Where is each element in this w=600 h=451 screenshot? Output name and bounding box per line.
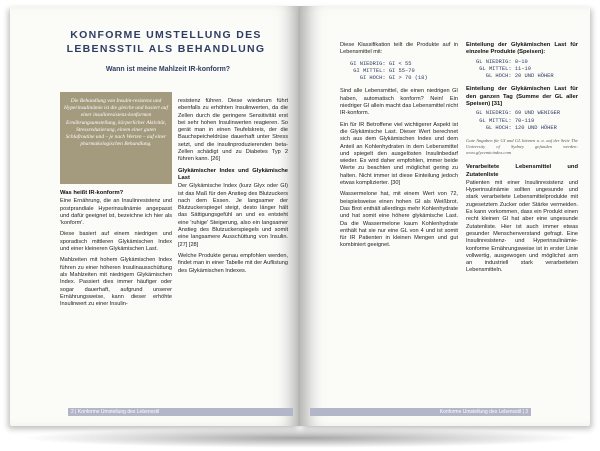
- paragraph: Wassermelone hat, mit einem Wert von 72, beispielsweise einen hohen GI als Weißbrot. Das Brot enthält allerdings mehr Kohlenhydrate und hat somit eine höhere glykämische Last. Da die Wassermelone kaum Kohlenhydrate enthält hat sie nur eine GL von 4 und ist somit für IR Patienten in kleinen Mengen und gut kombiniert geeignet.: [340, 191, 458, 249]
- paragraph: Eine Ernährung, die an Insulinresistenz und postprandiale Hyperinsulinämie angepasst und dafür geeignet ist, bezeichne ich hier als 'konform'.: [60, 198, 172, 227]
- open-book: [10, 6, 590, 442]
- paragraph: Diese basiert auf einem niedrigen und sporadisch mittleren Glykämischen Index und einer kleineren Glykämischen Last.: [60, 231, 172, 253]
- book-shadow: [20, 428, 582, 448]
- heading-processed-food: Verarbeitete Lebensmittel und Zutatenliste: [466, 164, 578, 178]
- paragraph: Patienten mit einer Insulinresistenz und Hyperinsulinämie sollten ungesunde und stark verarbeitete Lebensmittelprodukte mit zugesetztem Zucker oder Stärke vermeiden. Es kann vorkommen, dass ein Produkt einen recht kleinen GI hat aber eine ungesunde Zutatenliste. Hier ist auch immer etwas gesunder Menschenverstand gefragt. Eine Insulinresistenz- und Hyperinsulinämie-konforme Ernährungsweise ist in erster Linie vollwertig, ausgewogen und möglichst arm an industriell stark verarbeiteten Lebensmitteln.: [466, 179, 578, 274]
- heading-gl-day: [466, 86, 578, 108]
- heading-gl-products: Einteilung der Glykämischen Last für einzelne Produkte (Speisen):: [466, 42, 578, 56]
- heading-text: Einteilung der Glykämischen Last für den ganzen Tag (Summe der GL aller Speisen): [466, 86, 578, 108]
- paragraph: Sind alle Lebensmittel, die einen niedrigen GI haben, automatisch konform? Nein! Ein niedriger GI allein macht das Lebensmittel nicht IR-konform.: [340, 88, 458, 117]
- section-title: Wann ist meine Mahlzeit IR-konform?: [105, 66, 231, 73]
- source-note: Gute Angaben für GI und GL können u. a. auf der Seite The University of Sydney gefunden werden: www.glycemicindex.com: [466, 138, 578, 156]
- left-column-1: [60, 190, 172, 312]
- gl-classification-products: GL NIEDRIG: 0–10 GL MITTEL: 11–19 GL HOCH: 20 UND HÖHER: [476, 58, 554, 80]
- reference: [27] [28]: [178, 241, 199, 248]
- paragraph: Mahlzeiten mit hohem Glykämischen Index führen zu einer höheren Insulinausschüttung als Mahlzeiten mit niedrigem Glykämischen Index. Passiert dies immer häufiger oder sogar dauerhaft, aufgrund unserer Ernährungsweise, kann dieser erhöhte Insulinwert zu einer Insulin-: [60, 257, 172, 308]
- reference: [30]: [390, 180, 401, 187]
- right-page: [300, 6, 590, 426]
- left-column-2: [178, 98, 288, 279]
- chapter-title: KONFORME UMSTELLUNG DES LEBENSSTIL ALS BEHANDLUNG: [66, 29, 266, 55]
- reference: [26]: [210, 156, 221, 163]
- paragraph: Welche Produkte genau empfohlen werden, findet man in einer Tabelle mit der Auflistung des Glykämischen Indexes.: [178, 252, 288, 274]
- reference: [31]: [491, 101, 503, 108]
- page-footer-right: Konforme Umstellung des Lebensstil | 3: [310, 408, 531, 416]
- paragraph: [178, 183, 288, 249]
- right-column-1: [340, 42, 458, 254]
- paragraph: [178, 98, 288, 164]
- right-column-2: [466, 42, 578, 279]
- heading-gi-gl: Glykämischer Index und Glykämische Last: [178, 167, 288, 181]
- paragraph-text: resistenz führen. Diese wiederum führt ebenfalls zu erhöhten Insulinwerten, da die Zellen durch die geringere Sensitivität erst bei sehr hohen Insulinwerten reagieren. So gerät man in einen Teufelskreis, der die Bauchspeicheldrüse dauerhaft unter Stress setzt, und die insulinproduzierenden beta-Zellen schädigt und zu Diabetes Typ 2 führen kann.: [178, 98, 288, 163]
- paragraph: [340, 122, 458, 188]
- left-page: [10, 6, 300, 426]
- gi-classification: GI NIEDRIG: GI < 55 GI MITTEL: GI 55–70 GI HOCH: GI > 70 (18): [350, 60, 428, 82]
- page-footer-left: 2 | Konforme Umstellung des Lebensstil: [68, 408, 293, 416]
- paragraph: Diese Klassifikation teilt die Produkte auf in Lebensmittel mit:: [340, 42, 458, 56]
- gl-classification-day: GL NIEDRIG: 69 UND WENIGER GL MITTEL: 70–119 GL HOCH: 120 UND HÖHER: [476, 110, 561, 131]
- paragraph-text: Der Glykämische Index (kurz Glyx oder GI) ist das Maß für den Anstieg des Blutzuckers nach dem Essen. Je langsamer der Blutzuckerspiegel steigt, desto länger hält das Sättigungsgefühl an und es entsteht eine 'ruhige' Steigerung, also ein langsamer Anstieg des Blutzuckerspiegels und somit eine langsamere Ausschüttung von Insulin.: [178, 183, 288, 241]
- quote-box: Die Behandlung von Insulin-resistenz und Hyperinsulinämie ist die gleiche und basiert auf einer insulinresistenz-konformen Ernährungsumstellung, körperlicher Aktivität, Stressreduzierung, einem einer guten Schlafroutine und – je nach Werten – auf einer pharmakologischen Behandlung.: [60, 92, 172, 184]
- heading-ir-konform: Was heißt IR-konform?: [60, 190, 124, 196]
- paragraph-text: Ein für IR Betroffene viel wichtigerer Aspekt ist die Glykämische Last. Dieser Wert berechnet sich aus dem Glykämischen Index und dem Anteil an Kohlenhydraten in dem Lebensmittel und spiegelt den ausgelösten Insulinbedarf wieder. Es wird daher empfohlen, immer beide Werte zu beachten und möglichst gering zu halten. Nicht immer ist diese Einteilung jedoch etwas komplizierter.: [340, 121, 458, 187]
